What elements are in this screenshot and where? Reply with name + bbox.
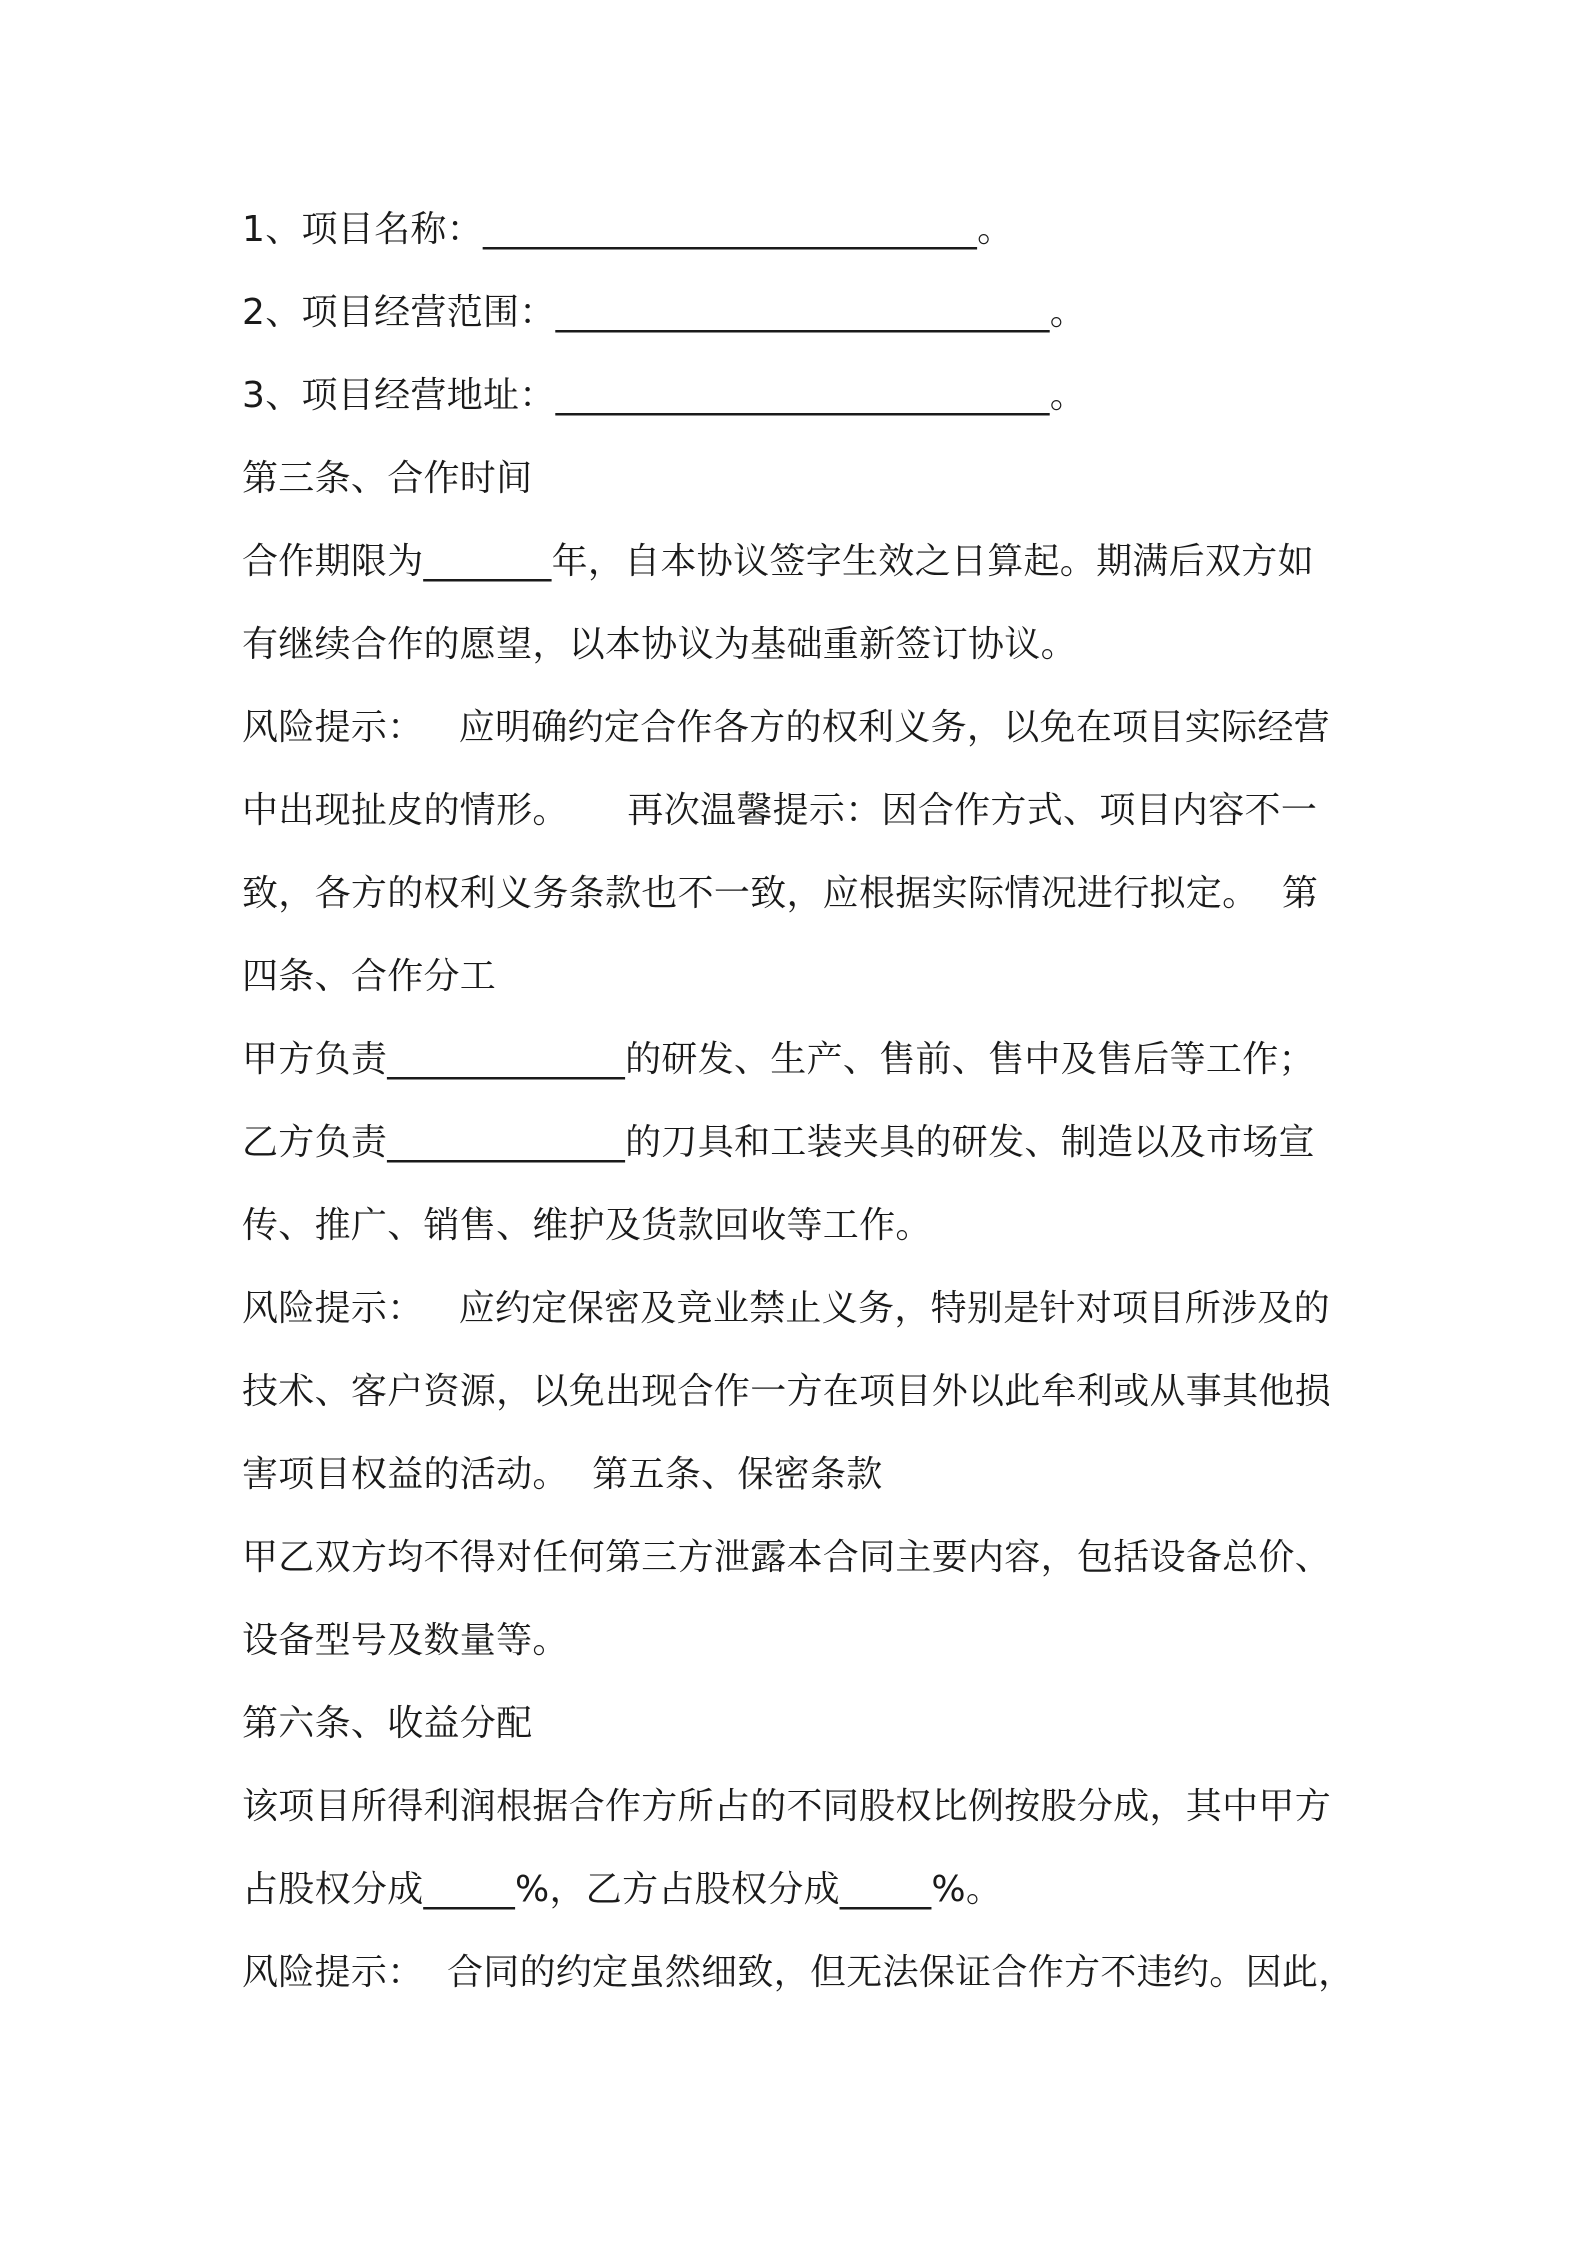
risk-note-line: 风险提示： 应约定保密及竞业禁止义务，特别是针对项目所涉及的 [242,1288,1330,1329]
paragraph-line: 设备型号及数量等。 [242,1620,569,1661]
item-business-scope: 2、项目经营范围：___________________________。 [242,292,1087,333]
risk-note-line: 风险提示： 应明确约定合作各方的权利义务，以免在项目实际经营 [242,707,1330,748]
heading-article-3: 第三条、合作时间 [242,458,533,499]
paragraph-line: 甲方负责_____________的研发、生产、售前、售中及售后等工作； [242,1039,1315,1080]
item-business-address: 3、项目经营地址：___________________________。 [242,375,1087,416]
paragraph-line: 该项目所得利润根据合作方所占的不同股权比例按股分成，其中甲方 [242,1786,1332,1827]
risk-note-line: 致，各方的权利义务条款也不一致，应根据实际情况进行拟定。 第 [242,873,1319,914]
paragraph-line: 合作期限为_______年，自本协议签字生效之日算起。期满后双方如 [242,541,1314,582]
risk-note-line: 害项目权益的活动。 第五条、保密条款 [242,1454,883,1495]
risk-note-line: 技术、客户资源，以免出现合作一方在项目外以此牟利或从事其他损 [242,1371,1332,1412]
risk-note-line: 风险提示： 合同的约定虽然细致，但无法保证合作方不违约。因此， [242,1952,1355,1993]
paragraph-line: 乙方负责_____________的刀具和工装夹具的研发、制造以及市场宣 [242,1122,1315,1163]
paragraph-line: 甲乙双方均不得对任何第三方泄露本合同主要内容，包括设备总价、 [242,1537,1332,1578]
paragraph-line: 占股权分成_____%，乙方占股权分成_____%。 [242,1869,1003,1910]
paragraph-line: 有继续合作的愿望，以本协议为基础重新签订协议。 [242,624,1077,665]
paragraph-line: 传、推广、销售、维护及货款回收等工作。 [242,1205,932,1246]
item-project-name: 1、项目名称：___________________________。 [242,209,1014,250]
heading-article-4: 四条、合作分工 [242,956,497,997]
risk-note-line: 中出现扯皮的情形。 再次温馨提示：因合作方式、项目内容不一 [242,790,1318,831]
heading-article-6: 第六条、收益分配 [242,1703,533,1744]
